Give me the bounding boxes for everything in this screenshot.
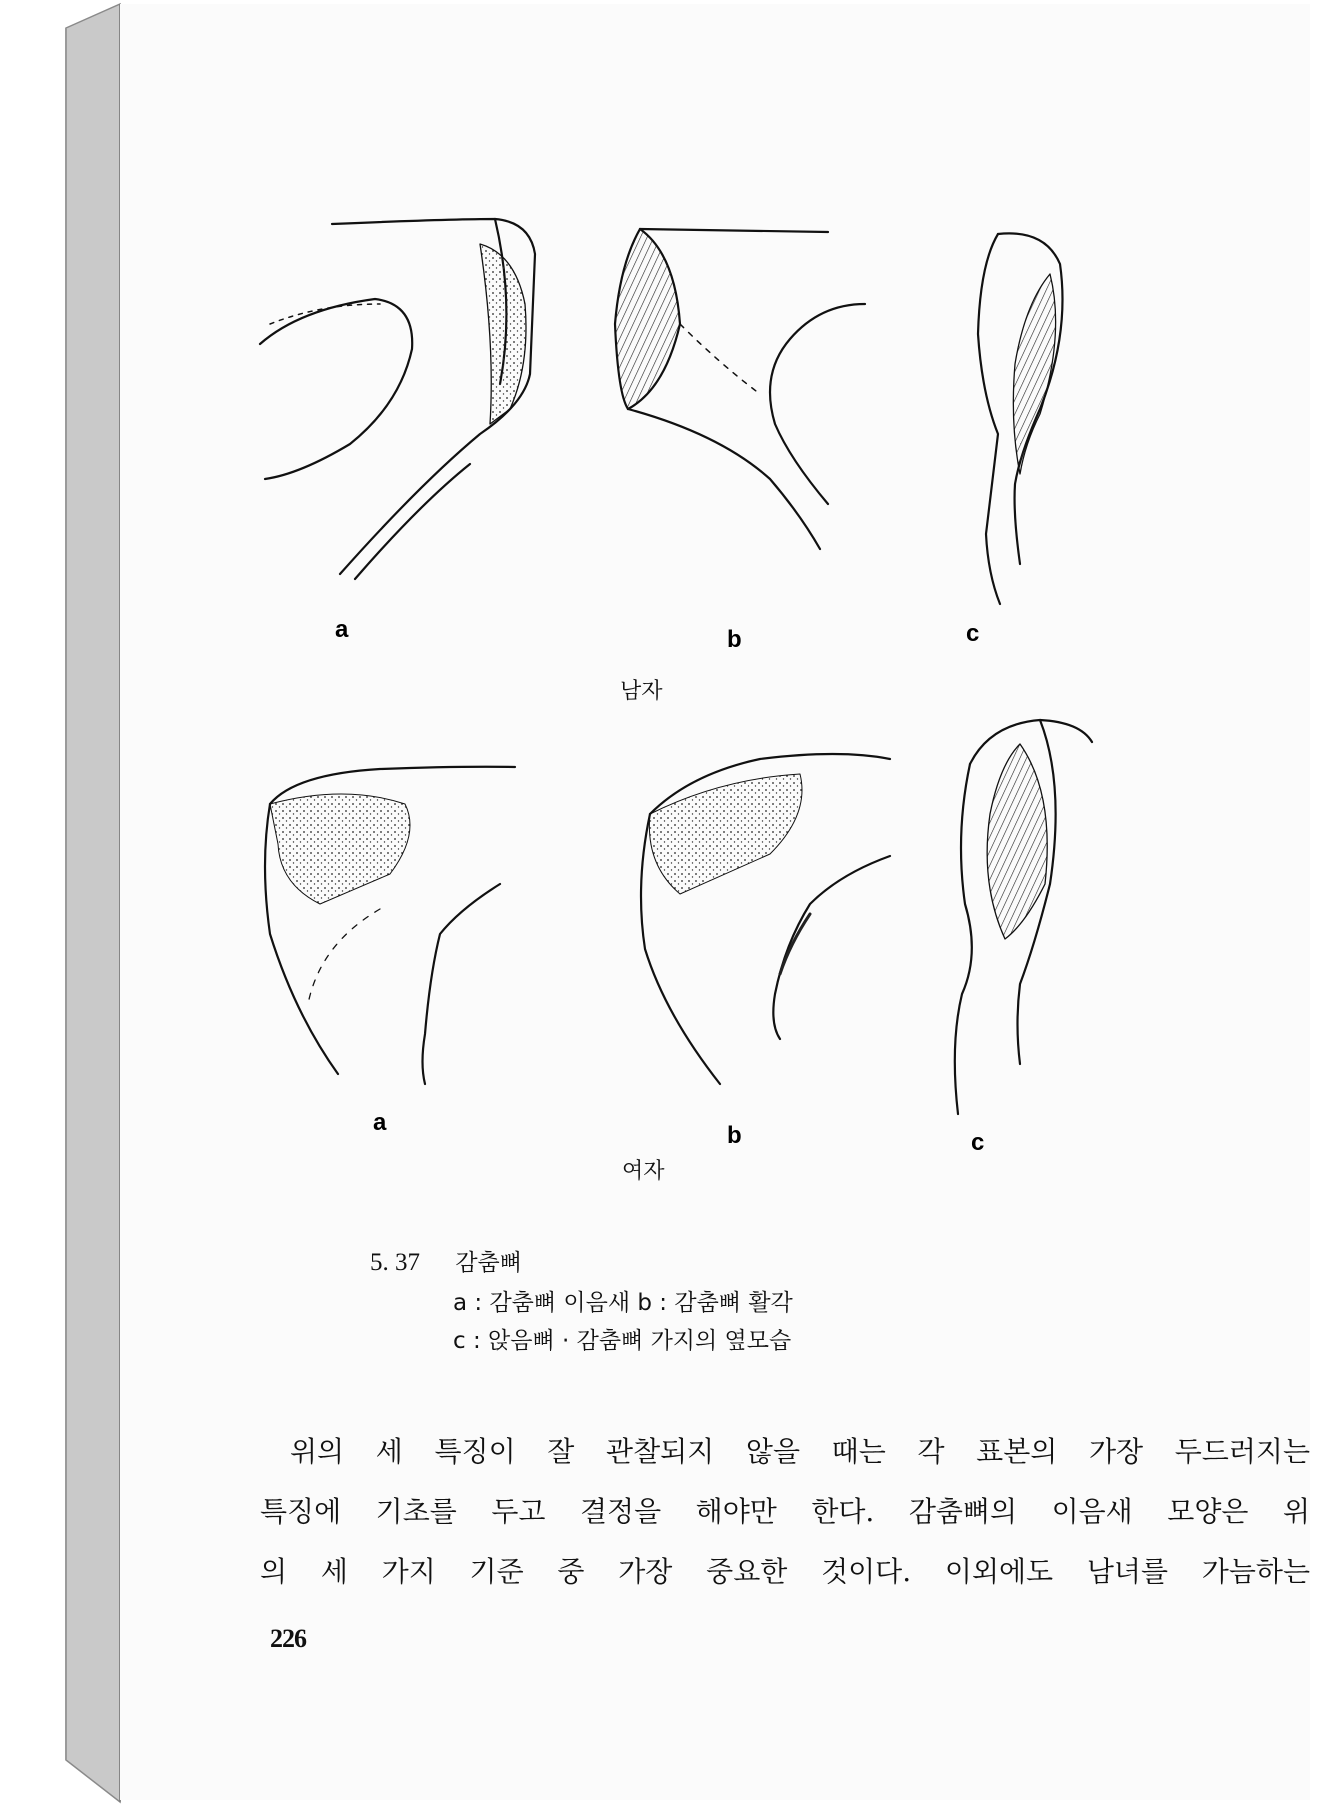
female-panel-label-a: a — [373, 1109, 387, 1136]
female-group-label: 여자 — [622, 1159, 665, 1184]
caption-number: 5. 37 — [370, 1249, 420, 1276]
male-panel-label-b: b — [727, 626, 742, 653]
female-panel-label-c: c — [971, 1129, 985, 1156]
male-panel-label-a: a — [335, 616, 349, 643]
body-line: 위의 세 특징이 잘 관찰되지 않을 때는 각 표본의 가장 두드러지는 — [290, 1435, 1310, 1468]
male-drawing-a — [260, 219, 535, 579]
pubic-bone-figure — [120, 4, 1310, 1204]
caption-line-2: a : 감춤뼈 이음새 b : 감춤뼈 활각 — [453, 1290, 793, 1316]
male-panel-label-c: c — [966, 620, 980, 647]
caption-title: 감춤뼈 — [455, 1250, 522, 1276]
male-drawing-c — [978, 233, 1063, 604]
book-page — [120, 4, 1310, 1800]
body-paragraph — [260, 1422, 1310, 1602]
book-spine — [0, 0, 130, 1806]
body-line: 특징에 기초를 두고 결정을 해야만 한다. 감춤뼈의 이음새 모양은 위 — [260, 1495, 1310, 1528]
male-group-label: 남자 — [620, 679, 663, 704]
body-line: 의 세 가지 기준 중 가장 중요한 것이다. 이외에도 남녀를 가늠하는 — [260, 1555, 1310, 1588]
caption-line-3: c : 앉음뼈 · 감춤뼈 가지의 옆모습 — [453, 1328, 792, 1354]
page-number: 226 — [270, 1624, 306, 1653]
female-drawing-b — [641, 754, 890, 1084]
female-panel-label-b: b — [727, 1122, 742, 1149]
male-drawing-b — [615, 229, 865, 549]
female-drawing-c — [955, 720, 1092, 1114]
female-drawing-a — [265, 767, 515, 1084]
